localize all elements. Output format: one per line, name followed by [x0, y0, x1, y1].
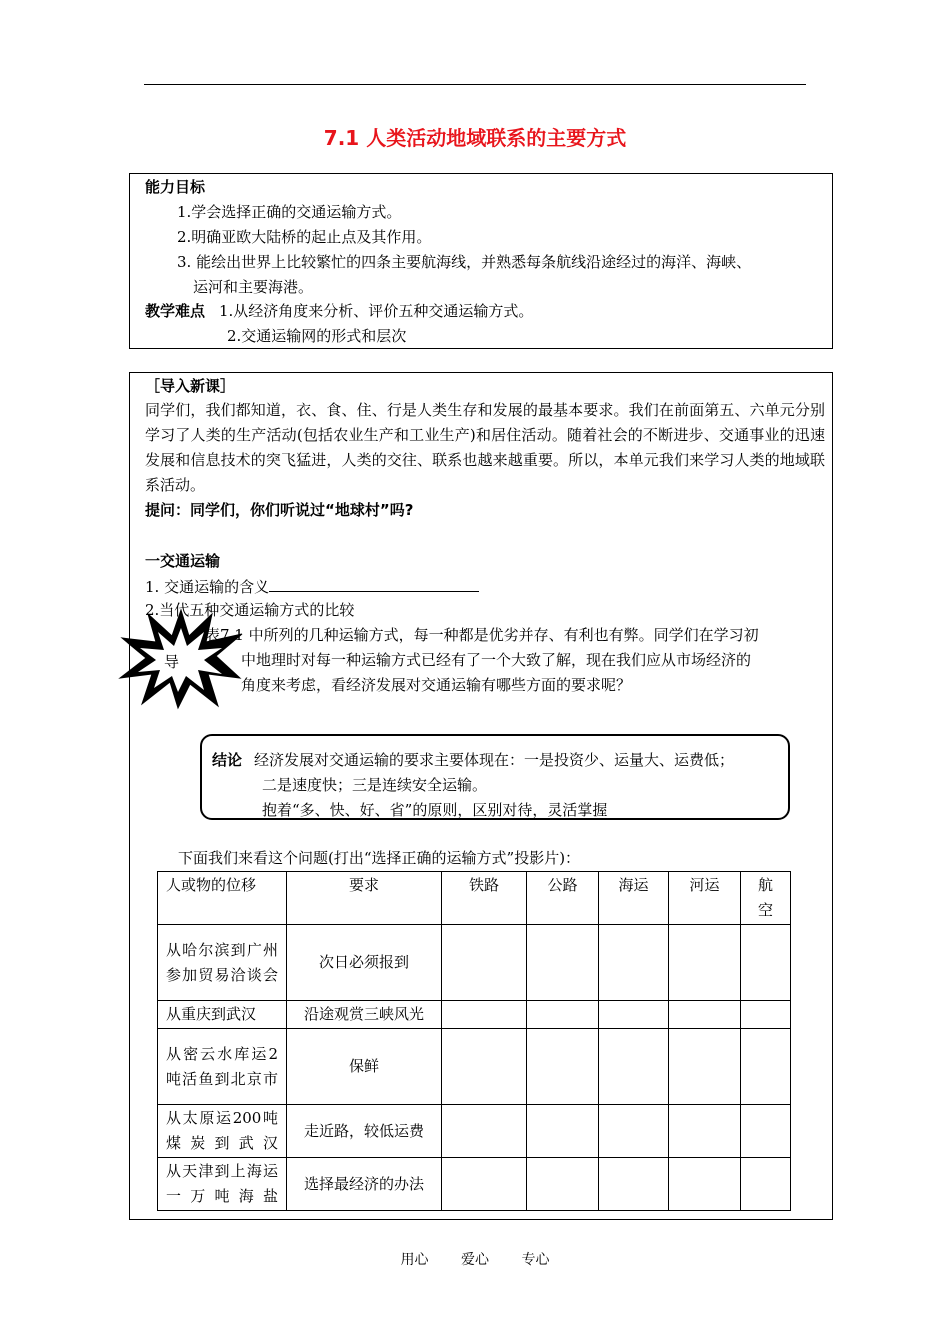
answer-cell[interactable] [442, 1105, 527, 1158]
answer-cell[interactable] [442, 1001, 527, 1029]
answer-cell[interactable] [669, 1158, 741, 1211]
move-cell: 从太原运200吨煤炭到武汉 [158, 1105, 287, 1158]
intro-paragraph: 同学们，我们都知道，衣、食、住、行是人类生存和发展的最基本要求。我们在前面第五、六单元分别学习了人类的生产活动(包括农业生产和工业生产)和居住活动。随着社会的不断进步、交通事业的迅速发展和信息技术的突飞猛进，人类的交往、联系也越来越重要。所以，本单元我们来学习人类的地域联系活动。 [145, 401, 825, 494]
difficulty-heading: 教学难点 [145, 302, 206, 320]
answer-cell[interactable] [599, 1158, 669, 1211]
section-heading: 一交通运输 [145, 552, 221, 570]
answer-cell[interactable] [599, 925, 669, 1001]
table-row [158, 1001, 791, 1029]
conclusion-line: 抱着“多、快、好、省”的原则，区别对待，灵活掌握 [262, 801, 608, 819]
header-cell: 海运 [599, 872, 669, 925]
table-intro: 下面我们来看这个问题(打出“选择正确的运输方式”投影片)： [178, 849, 581, 867]
requirement-cell: 沿途观赏三峡风光 [287, 1001, 442, 1029]
move-cell: 从哈尔滨到广州参加贸易洽谈会 [158, 925, 287, 1001]
header-cell: 航空 [741, 872, 791, 925]
table-row [158, 1158, 791, 1211]
section-item-2: 2.当代五种交通运输方式的比较 [145, 601, 355, 619]
answer-cell[interactable] [669, 1105, 741, 1158]
goals-heading: 能力目标 [145, 178, 206, 196]
footer-text: 用心 [400, 1252, 429, 1268]
intro-heading: ［导入新课］ [145, 377, 236, 395]
answer-cell[interactable] [741, 1001, 791, 1029]
header-cell: 公路 [527, 872, 599, 925]
footer-text: 爱心 [461, 1252, 489, 1268]
requirement-cell: 保鲜 [287, 1029, 442, 1105]
answer-cell[interactable] [741, 925, 791, 1001]
goal-item: 3. 能绘出世界上比较繁忙的四条主要航海线，并熟悉每条航线沿途经过的海洋、海峡、 [177, 253, 752, 271]
answer-cell[interactable] [442, 1158, 527, 1211]
transport-table [157, 871, 791, 1211]
guide-burst-icon [118, 608, 244, 710]
table-header-row [158, 872, 791, 925]
requirement-cell: 走近路，较低运费 [287, 1105, 442, 1158]
answer-cell[interactable] [599, 1029, 669, 1105]
answer-cell[interactable] [669, 1029, 741, 1105]
guide-line: 中地理时对每一种运输方式已经有了一个大致了解，现在我们应从市场经济的 [241, 651, 752, 669]
page-footer [0, 1249, 950, 1269]
header-rule [144, 84, 806, 85]
intro-question: 提问：同学们，你们听说过“地球村”吗? [145, 501, 414, 519]
answer-cell[interactable] [741, 1105, 791, 1158]
answer-cell[interactable] [669, 925, 741, 1001]
goal-item: 2.明确亚欧大陆桥的起止点及其作用。 [177, 228, 432, 246]
answer-cell[interactable] [669, 1001, 741, 1029]
header-cell: 人或物的位移 [158, 872, 287, 925]
move-cell: 从天津到上海运一万吨海盐 [158, 1158, 287, 1211]
answer-blank [269, 575, 479, 592]
conclusion-line: 经济发展对交通运输的要求主要体现在：一是投资少、运量大、运费低； [254, 751, 735, 769]
guide-line: 表7.1 中所列的几种运输方式，每一种都是优劣并存、有利也有弊。同学们在学习初 [205, 626, 759, 644]
conclusion-label: 结论 [212, 751, 243, 769]
section-item-1-label: 1. 交通运输的含义 [145, 578, 270, 596]
header-cell: 铁路 [442, 872, 527, 925]
difficulty-item: 2.交通运输网的形式和层次 [227, 327, 407, 345]
conclusion-line: 二是速度快；三是连续安全运输。 [262, 776, 488, 794]
guide-label: 导 [164, 653, 180, 671]
requirement-cell: 选择最经济的办法 [287, 1158, 442, 1211]
answer-cell[interactable] [741, 1158, 791, 1211]
goal-item: 运河和主要海港。 [193, 278, 314, 296]
answer-cell[interactable] [442, 925, 527, 1001]
table-row [158, 1029, 791, 1105]
table-row [158, 1105, 791, 1158]
header-cell: 要求 [287, 872, 442, 925]
answer-cell[interactable] [741, 1029, 791, 1105]
footer-text: 专心 [521, 1252, 550, 1268]
header-cell: 河运 [669, 872, 741, 925]
answer-cell[interactable] [527, 1029, 599, 1105]
section-item-1 [145, 575, 479, 597]
goal-item: 1.学会选择正确的交通运输方式。 [177, 203, 402, 221]
answer-cell[interactable] [599, 1105, 669, 1158]
table-row [158, 925, 791, 1001]
answer-cell[interactable] [527, 925, 599, 1001]
answer-cell[interactable] [527, 1001, 599, 1029]
answer-cell[interactable] [599, 1001, 669, 1029]
answer-cell[interactable] [527, 1158, 599, 1211]
page-title: 7.1 人类活动地域联系的主要方式 [323, 126, 627, 150]
requirement-cell: 次日必须报到 [287, 925, 442, 1001]
answer-cell[interactable] [442, 1029, 527, 1105]
move-cell: 从重庆到武汉 [158, 1001, 287, 1029]
answer-cell[interactable] [527, 1105, 599, 1158]
difficulty-item: 1.从经济角度来分析、评价五种交通运输方式。 [219, 302, 534, 320]
guide-line: 角度来考虑，看经济发展对交通运输有哪些方面的要求呢？ [241, 676, 632, 694]
move-cell: 从密云水库运2吨活鱼到北京市 [158, 1029, 287, 1105]
